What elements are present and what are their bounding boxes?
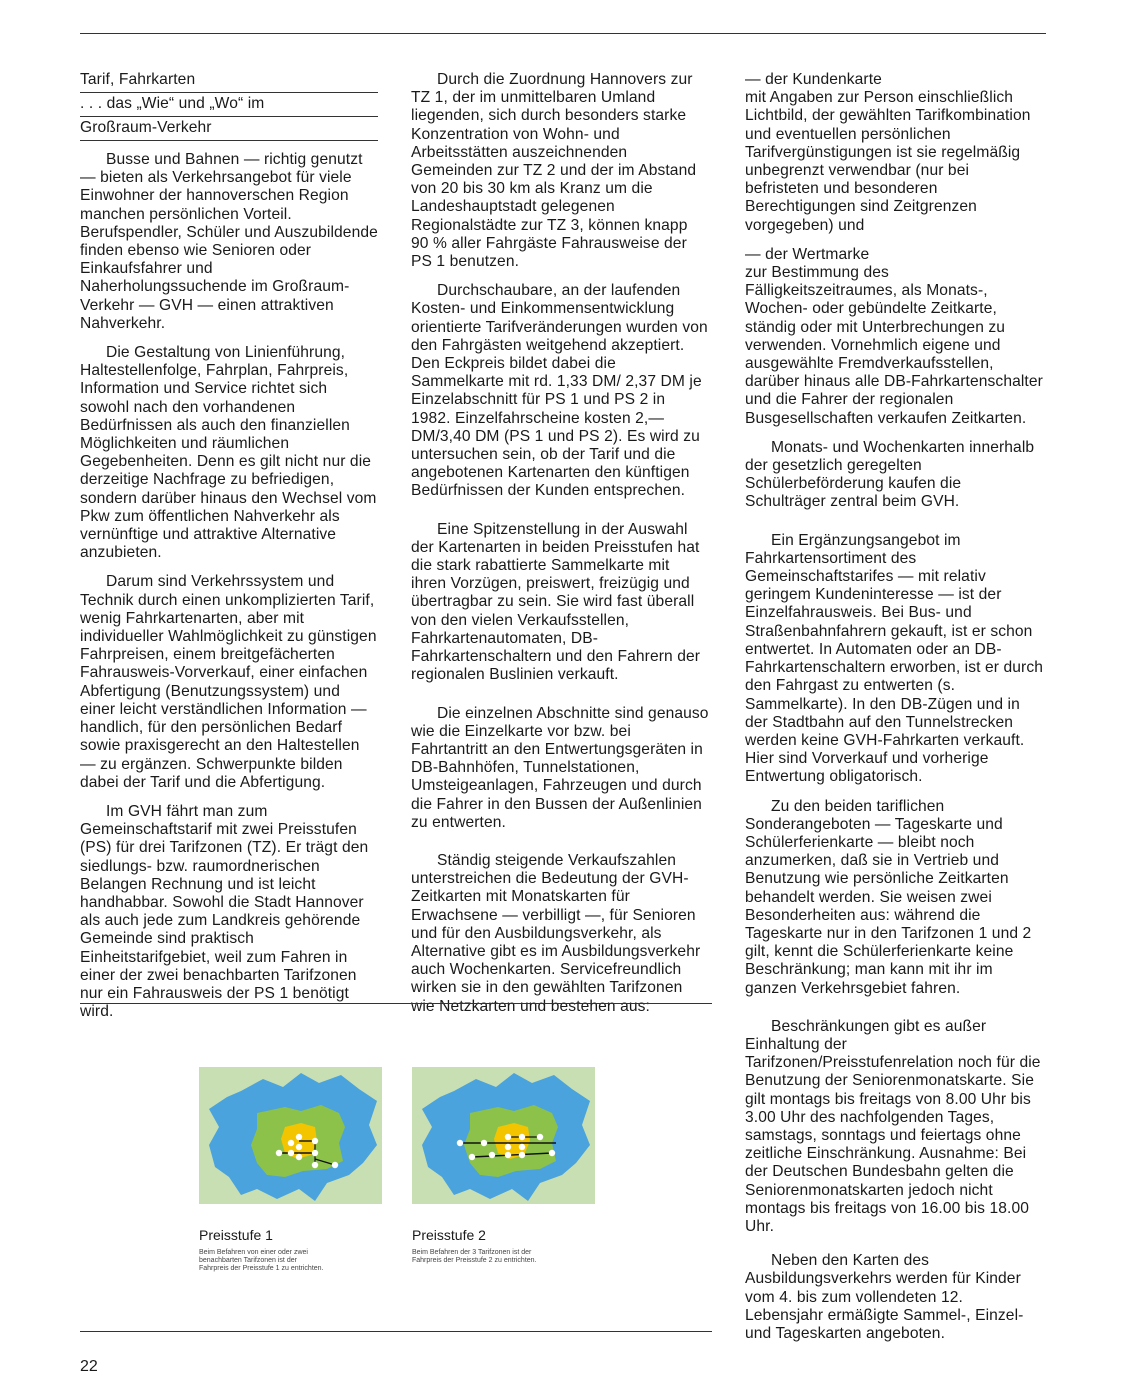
- paragraph: zur Bestimmung des Fälligkeitszeitraumes, als Monats-, Wochen- oder gebündelte Zeitkarte, ständig oder mit Unterbrechungen zu verwenden. Vornehmlich eigene und ausgewählte Fremdverkaufsstellen, darüber hinaus alle DB-Fahrkartenschalter und die Fahrer der regionalen Busgesellschaften verkaufen Zeitkarten.: [745, 264, 1043, 427]
- tariff-zone-map-preisstufe-2: [412, 1067, 595, 1204]
- heading-line-1: Tarif, Fahrkarten: [80, 71, 378, 93]
- paragraph: mit Angaben zur Person einschließlich Lichtbild, der gewählten Tarifkombination und eventuellen persönlichen Tarifvergünstigungen ist sie regelmäßig unbegrenzt verwendbar (nur bei befristeten und besonderen Berechtigungen sind Zeitgrenzen vorgegeben) und: [745, 89, 1031, 234]
- station-dot: [296, 1144, 302, 1150]
- station-dot: [312, 1138, 318, 1144]
- station-dot: [481, 1140, 487, 1146]
- station-dot: [457, 1140, 463, 1146]
- bottom-rule: [80, 1331, 712, 1332]
- station-dot: [519, 1152, 525, 1158]
- station-dot: [296, 1134, 302, 1140]
- page-number: 22: [80, 1358, 98, 1375]
- paragraph: Beschränkungen gibt es außer Einhaltung der Tarifzonen/Preisstufenrelation noch für die Benutzung der Seniorenmonatskarte. Sie gilt montags bis freitags von 8.00 Uhr bis 3.00 Uhr des nachfolgenden Tages, samstags, sonntags und feiertags ohne zeitliche Einschränkung. Ausnahme: Bei der Deutschen Bundesbahn gelten die Seniorenmonatskarten jedoch nicht montags bis freitags von 16.00 bis 18.00 Uhr.: [745, 1017, 1041, 1235]
- station-dot: [537, 1134, 543, 1140]
- list-heading-wertmarke: — der Wertmarke: [745, 245, 870, 263]
- figure-1-title: Preisstufe 1: [199, 1227, 273, 1243]
- station-dot: [505, 1152, 511, 1158]
- tariff-zone-map-preisstufe-1: [199, 1067, 382, 1204]
- paragraph: Durch die Zuordnung Hannovers zur TZ 1, der im unmittelbaren Umland liegenden, sich durch besonders starke Konzentration von Wohn- und Arbeitsstätten auszeichnenden Gemeinden zur TZ 2 und der im Abstand von 20 bis 30 km als Kranz um die Landeshauptstadt gelegenen Regionalstädte zur TZ 3, können knapp 90 % aller Fahrgäste Fahrausweise der PS 1 benutzen.: [411, 71, 697, 271]
- paragraph: Durchschaubare, an der laufenden Kosten- und Einkommensentwicklung orientierte Tarifveränderungen wurden von den Fahrgästen weitgehend akzeptiert. Den Eckpreis bildet dabei die Sammelkarte mit rd. 1,33 DM/ 2,37 DM je Einzelabschnitt für PS 1 und PS 2 in 1982. Einzelfahrscheine kosten 2,— DM/3,40 DM (PS 1 und PS 2). Es wird zu untersuchen sein, ob der Tarif und die angebotenen Kartenarten den künftigen Bedürfnissen der Kunden entsprechen.: [411, 282, 708, 500]
- station-dot: [276, 1150, 282, 1156]
- station-dot: [296, 1154, 302, 1160]
- column-3: [745, 71, 1045, 1354]
- paragraph: Die Gestaltung von Linienführung, Haltestellenfolge, Fahrplan, Fahrpreis, Information und Service richtet sich sowohl nach den vorhandenen Bedürfnissen als auch den finanziellen Möglichkeiten und räumlichen Gegebenheiten. Denn es gilt nicht nur die derzeitige Nachfrage zu befriedigen, sondern darüber hinaus den Wechsel vom Pkw zum öffentlichen Nahverkehr als vernünftige und attraktive Alternative anzubieten.: [80, 344, 377, 562]
- station-dot: [469, 1154, 475, 1160]
- heading-line-3: Großraum-Verkehr: [80, 117, 378, 141]
- station-dot: [312, 1162, 318, 1168]
- column-1: [80, 71, 378, 1032]
- station-dot: [519, 1144, 525, 1150]
- figure-2-caption: Beim Befahren der 3 Tarifzonen ist der Fahrpreis der Preisstufe 2 zu entrichten.: [412, 1249, 537, 1264]
- station-dot: [505, 1134, 511, 1140]
- station-dot: [288, 1150, 294, 1156]
- mid-rule: [80, 1003, 712, 1004]
- top-rule: [80, 33, 1046, 34]
- paragraph: Ständig steigende Verkaufszahlen unterstreichen die Bedeutung der GVH-Zeitkarten mit Monatskarten für Erwachsene — verbilligt —, für Senioren und für den Ausbildungsverkehr, als Alternative gibt es im Ausbildungsverkehr auch Wochenkarten. Servicefreundlich wirken sie in den gewählten Tarifzonen wie Netzkarten und bestehen aus:: [411, 851, 701, 1015]
- station-dot: [519, 1134, 525, 1140]
- station-dot: [332, 1162, 338, 1168]
- station-dot: [489, 1152, 495, 1158]
- paragraph: Eine Spitzenstellung in der Auswahl der Kartenarten in beiden Preisstufen hat die stark rabattierte Sammelkarte mit ihren Vorzügen, preiswert, freizügig und übertragbar zu sein. Sie wird fast überall von den vielen Verkaufsstellen, Fahrkartenautomaten, DB-Fahrkartenschaltern und den Fahrern der regionalen Buslinien verkauft.: [411, 520, 701, 684]
- paragraph: Neben den Karten des Ausbildungsverkehrs werden für Kinder vom 4. bis zum vollendeten 12. Lebensjahr ermäßigte Sammel-, Einzel- und Tageskarten angeboten.: [745, 1252, 1024, 1342]
- figure-1-caption: Beim Befahren von einer oder zwei benachbarten Tarifzonen ist der Fahrpreis der Preisstufe 1 zu entrichten.: [199, 1249, 324, 1272]
- station-dot: [505, 1144, 511, 1150]
- list-heading-kundenkarte: — der Kundenkarte: [745, 71, 882, 88]
- station-dot: [549, 1150, 555, 1156]
- station-dot: [288, 1140, 294, 1146]
- paragraph: Busse und Bahnen — richtig genutzt — bieten als Verkehrsangebot für viele Einwohner der hannoverschen Region manchen persönlichen Vorteil. Berufspendler, Schüler und Auszubildende finden ebenso wie Senioren oder Einkaufsfahrer und Naherholungssuchende im Großraum-Verkehr — GVH — einen attraktiven Nahverkehr.: [80, 151, 378, 332]
- paragraph: Monats- und Wochenkarten innerhalb der gesetzlich geregelten Schülerbeförderung kaufen die Schulträger zentral beim GVH.: [745, 438, 1035, 511]
- column-2: [411, 71, 709, 1027]
- paragraph: Im GVH fährt man zum Gemeinschaftstarif mit zwei Preisstufen (PS) für drei Tarifzonen (TZ). Er trägt den siedlungs- bzw. raumordnerischen Belangen Rechnung und ist leicht handhabbar. Sowohl die Stadt Hannover als auch jede zum Landkreis gehörende Gemeinde sind praktisch Einheitstarifgebiet, weil zum Fahren in einer der zwei benachbarten Tarifzonen nur ein Fahrausweis der PS 1 benötigt wird.: [80, 802, 369, 1021]
- paragraph: Ein Ergänzungsangebot im Fahrkartensortiment des Gemeinschaftstarifes — mit relativ geringem Kundeninteresse — ist der Einzelfahrausweis. Bei Bus- und Straßenbahnfahrern gekauft, ist er schon entwertet. In Automaten oder an DB-Fahrkartenschaltern erworben, ist er durch den Fahrgast zu entwerten (s. Sammelkarte). In den DB-Zügen und in der Stadtbahn auf den Tunnelstrecken werden keine GVH-Fahrkarten verkauft. Hier sind Vorverkauf und vorherige Entwertung obligatorisch.: [745, 531, 1044, 786]
- figure-2-title: Preisstufe 2: [412, 1227, 486, 1243]
- paragraph: Darum sind Verkehrssystem und Technik durch einen unkomplizierten Tarif, wenig Fahrkartenarten, aber mit individueller Wahlmöglichkeit zu günstigen Fahrpreisen, einem breitgefächerten Fahrausweis-Vorverkauf, einer einfachen Abfertigung (Benutzungssystem) und einer leicht verständlichen Information — handlich, für den persönlichen Bedarf sowie praxisgerecht an den Haltestellen — zu ergänzen. Schwerpunkte bilden dabei der Tarif und die Abfertigung.: [80, 573, 377, 791]
- station-dot: [312, 1150, 318, 1156]
- paragraph: Die einzelnen Abschnitte sind genauso wie die Einzelkarte vor bzw. bei Fahrtantritt an den Entwertungsgeräten in DB-Bahnhöfen, Tunnelstationen, Umsteigeanlagen, Fahrzeugen und durch die Fahrer in den Bussen der Außenlinien zu entwerten.: [411, 704, 709, 831]
- paragraph: Zu den beiden tariflichen Sonderangeboten — Tageskarte und Schülerferienkarte — bleibt noch anzumerken, daß sie in Vertrieb und Benutzung wie persönliche Zeitkarten behandelt werden. Sie weisen zwei Besonderheiten aus: während die Tageskarte nur in den Tarifzonen 1 und 2 gilt, kennt die Schülerferienkarte keine Beschränkung; man kann mit ihr im ganzen Verkehrsgebiet fahren.: [745, 797, 1032, 997]
- heading-line-2: . . . das „Wie“ und „Wo“ im: [80, 93, 378, 117]
